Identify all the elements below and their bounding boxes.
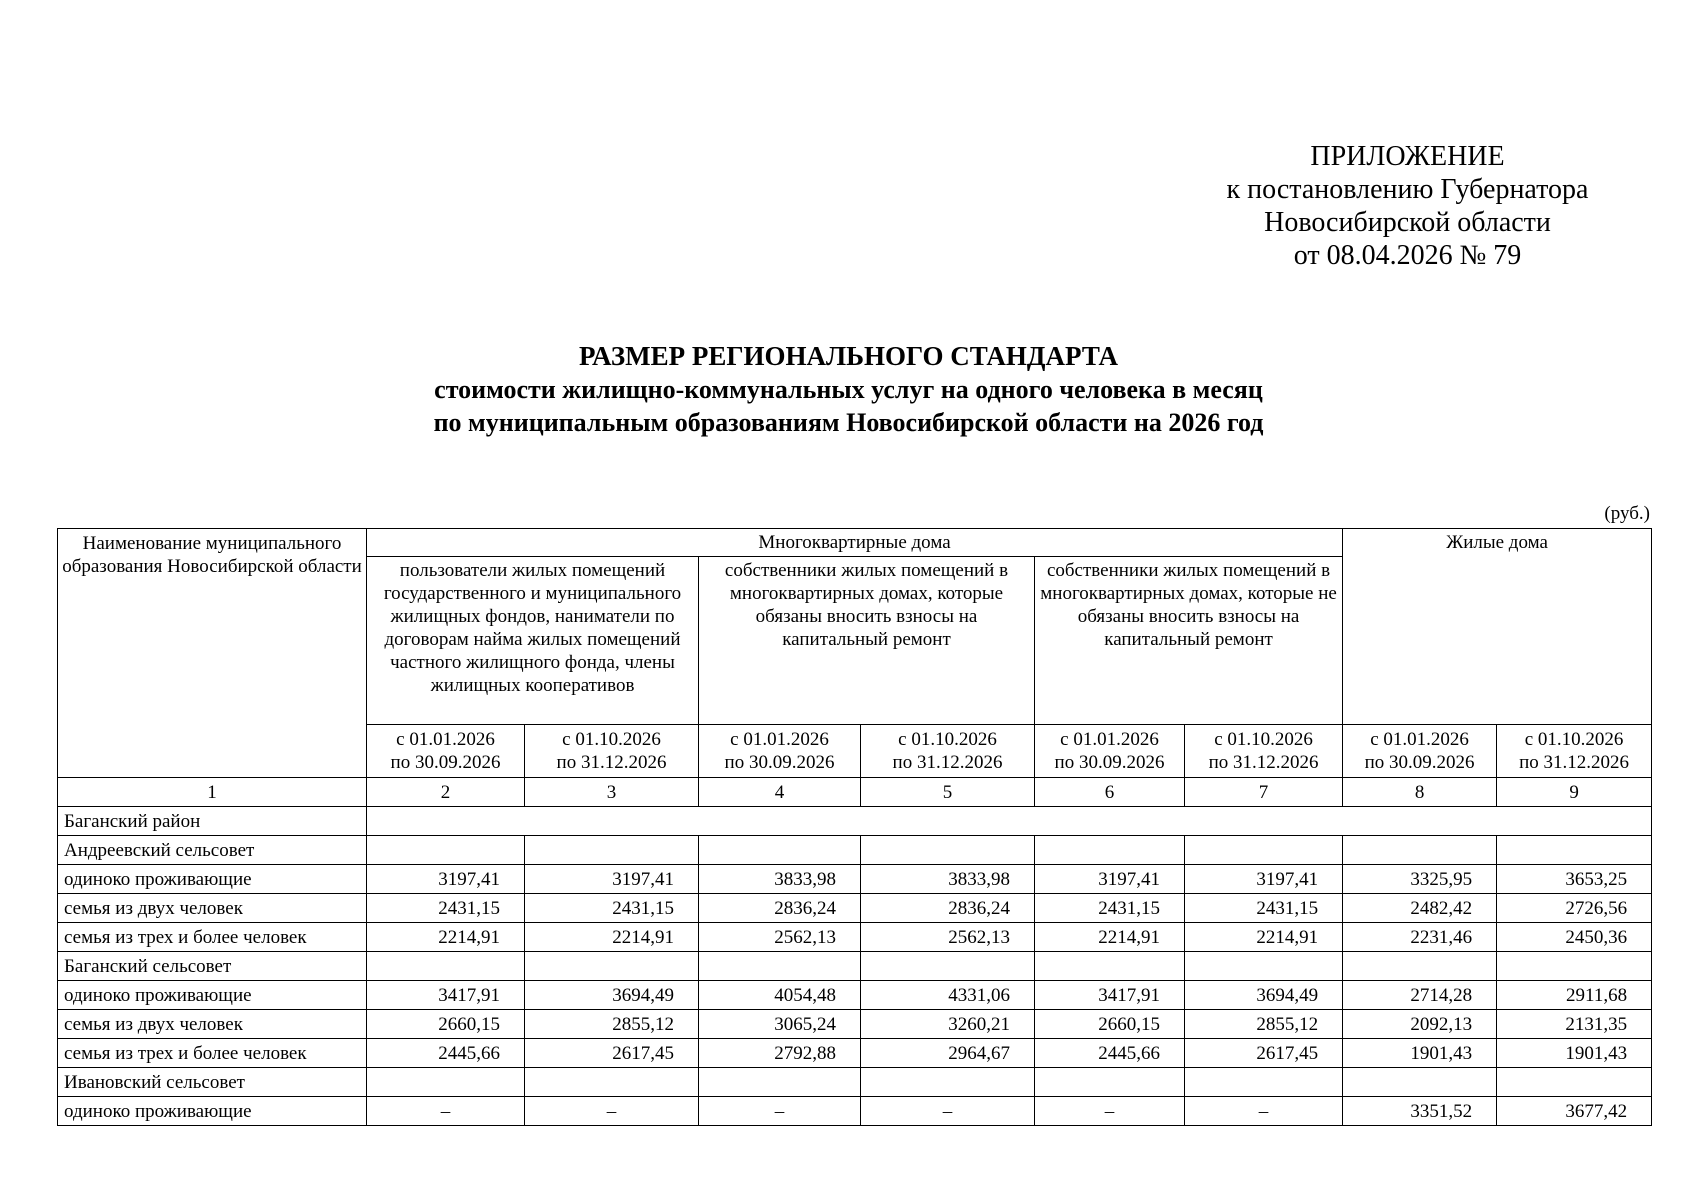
value-cell: 3197,41 <box>1035 865 1185 894</box>
value-cell: 2445,66 <box>1035 1039 1185 1068</box>
appendix-region: Новосибирской области <box>1264 207 1551 238</box>
empty-cell <box>699 836 861 865</box>
period-from: с 01.10.2026 <box>562 729 661 750</box>
empty-cell <box>1343 836 1497 865</box>
title-subtitle-2: по муниципальным образованиям Новосибирской области на 2026 год <box>433 408 1264 437</box>
value-cell: 2855,12 <box>1185 1010 1343 1039</box>
period-from: с 01.01.2026 <box>396 729 495 750</box>
appendix-header <box>1180 140 1635 272</box>
row-label: семья из трех и более человек <box>58 1039 367 1068</box>
value-cell: 2836,24 <box>861 894 1035 923</box>
value-cell: 3325,95 <box>1343 865 1497 894</box>
empty-cell <box>1343 1068 1497 1097</box>
value-cell: 2214,91 <box>1035 923 1185 952</box>
empty-cell <box>1185 952 1343 981</box>
value-cell: 2617,45 <box>525 1039 699 1068</box>
value-cell: 3694,49 <box>1185 981 1343 1010</box>
value-cell: 2660,15 <box>367 1010 525 1039</box>
table-row <box>58 1039 1652 1068</box>
section-row <box>58 836 1652 865</box>
header-period-cell <box>699 725 861 778</box>
header-period-cell <box>1497 725 1652 778</box>
value-cell: 2231,46 <box>1343 923 1497 952</box>
period-from: с 01.01.2026 <box>730 729 829 750</box>
value-cell: 2450,36 <box>1497 923 1652 952</box>
period-from: с 01.01.2026 <box>1060 729 1159 750</box>
value-cell: 3694,49 <box>525 981 699 1010</box>
value-cell: 3351,52 <box>1343 1097 1497 1126</box>
period-from: с 01.01.2026 <box>1370 729 1469 750</box>
period-to: по 30.09.2026 <box>390 752 501 773</box>
header-houses: Жилые дома <box>1343 529 1652 725</box>
value-cell: 2431,15 <box>525 894 699 923</box>
table-row <box>58 923 1652 952</box>
empty-cell <box>525 952 699 981</box>
value-cell: 2792,88 <box>699 1039 861 1068</box>
value-cell: – <box>525 1097 699 1126</box>
value-cell: 2131,35 <box>1497 1010 1652 1039</box>
empty-cell <box>861 952 1035 981</box>
value-cell: 2562,13 <box>699 923 861 952</box>
empty-cell <box>367 807 1652 836</box>
empty-cell <box>1497 836 1652 865</box>
column-number: 7 <box>1185 778 1343 807</box>
value-cell: – <box>861 1097 1035 1126</box>
district-name: Баганский район <box>58 807 367 836</box>
column-number: 2 <box>367 778 525 807</box>
title-main: РАЗМЕР РЕГИОНАЛЬНОГО СТАНДАРТА <box>579 341 1118 371</box>
value-cell: 3677,42 <box>1497 1097 1652 1126</box>
column-number: 1 <box>58 778 367 807</box>
value-cell: 2714,28 <box>1343 981 1497 1010</box>
empty-cell <box>367 952 525 981</box>
value-cell: 3260,21 <box>861 1010 1035 1039</box>
value-cell: 2431,15 <box>1185 894 1343 923</box>
header-group-tenants: пользователи жилых помещений государственного и муниципального жилищных фондов, наниматели по договорам найма жилых помещений частного жилищного фонда, члены жилищных кооперативов <box>367 557 699 725</box>
table-row <box>58 1010 1652 1039</box>
value-cell: 3197,41 <box>1185 865 1343 894</box>
empty-cell <box>1035 836 1185 865</box>
value-cell: – <box>1185 1097 1343 1126</box>
value-cell: 3197,41 <box>525 865 699 894</box>
value-cell: 3197,41 <box>367 865 525 894</box>
column-number: 8 <box>1343 778 1497 807</box>
header-period-cell <box>525 725 699 778</box>
period-from: с 01.10.2026 <box>1214 729 1313 750</box>
empty-cell <box>699 1068 861 1097</box>
value-cell: 2214,91 <box>525 923 699 952</box>
period-from: с 01.10.2026 <box>898 729 997 750</box>
column-number-row <box>58 778 1652 807</box>
value-cell: 2431,15 <box>367 894 525 923</box>
standards-table <box>57 528 1652 1126</box>
header-group-owners-exempt: собственники жилых помещений в многоквартирных домах, которые не обязаны вносить взносы на капитальный ремонт <box>1035 557 1343 725</box>
unit-label: (руб.) <box>1604 503 1650 524</box>
value-cell: 2660,15 <box>1035 1010 1185 1039</box>
value-cell: 2562,13 <box>861 923 1035 952</box>
header-period-cell <box>1343 725 1497 778</box>
value-cell: 3065,24 <box>699 1010 861 1039</box>
row-label: одиноко проживающие <box>58 1097 367 1126</box>
empty-cell <box>367 836 525 865</box>
value-cell: 3833,98 <box>861 865 1035 894</box>
period-to: по 31.12.2026 <box>1519 752 1630 773</box>
value-cell: 2214,91 <box>367 923 525 952</box>
row-label: одиноко проживающие <box>58 865 367 894</box>
period-from: с 01.10.2026 <box>1524 729 1624 750</box>
section-row <box>58 952 1652 981</box>
section-name: Андреевский сельсовет <box>58 836 367 865</box>
section-name: Ивановский сельсовет <box>58 1068 367 1097</box>
empty-cell <box>525 1068 699 1097</box>
table-row <box>58 865 1652 894</box>
section-row <box>58 1068 1652 1097</box>
value-cell: 2964,67 <box>861 1039 1035 1068</box>
value-cell: – <box>367 1097 525 1126</box>
value-cell: 2911,68 <box>1497 981 1652 1010</box>
value-cell: 2855,12 <box>525 1010 699 1039</box>
value-cell: 3653,25 <box>1497 865 1652 894</box>
period-to: по 31.12.2026 <box>556 752 667 773</box>
column-number: 4 <box>699 778 861 807</box>
value-cell: 2617,45 <box>1185 1039 1343 1068</box>
document-title <box>0 340 1697 439</box>
empty-cell <box>525 836 699 865</box>
empty-cell <box>1343 952 1497 981</box>
row-label: семья из двух человек <box>58 894 367 923</box>
column-number: 6 <box>1035 778 1185 807</box>
header-apartments: Многоквартирные дома <box>367 529 1343 557</box>
empty-cell <box>367 1068 525 1097</box>
value-cell: 3417,91 <box>367 981 525 1010</box>
value-cell: 2445,66 <box>367 1039 525 1068</box>
value-cell: 4054,48 <box>699 981 861 1010</box>
period-to: по 31.12.2026 <box>1208 752 1319 773</box>
empty-cell <box>861 836 1035 865</box>
appendix-date-number: от 08.04.2026 № 79 <box>1293 240 1522 271</box>
value-cell: 2482,42 <box>1343 894 1497 923</box>
period-to: по 30.09.2026 <box>724 752 835 773</box>
value-cell: 2092,13 <box>1343 1010 1497 1039</box>
value-cell: 3417,91 <box>1035 981 1185 1010</box>
value-cell: – <box>699 1097 861 1126</box>
empty-cell <box>699 952 861 981</box>
appendix-reference: к постановлению Губернатора <box>1226 174 1589 205</box>
value-cell: 1901,43 <box>1343 1039 1497 1068</box>
empty-cell <box>861 1068 1035 1097</box>
empty-cell <box>1035 952 1185 981</box>
row-label: одиноко проживающие <box>58 981 367 1010</box>
column-number: 3 <box>525 778 699 807</box>
row-label: семья из двух человек <box>58 1010 367 1039</box>
value-cell: 2431,15 <box>1035 894 1185 923</box>
header-period-cell <box>367 725 525 778</box>
header-period-cell <box>1035 725 1185 778</box>
section-name: Баганский сельсовет <box>58 952 367 981</box>
empty-cell <box>1185 1068 1343 1097</box>
appendix-title: ПРИЛОЖЕНИЕ <box>1310 141 1505 172</box>
value-cell: 2214,91 <box>1185 923 1343 952</box>
column-number: 9 <box>1497 778 1652 807</box>
empty-cell <box>1497 952 1652 981</box>
value-cell: 2726,56 <box>1497 894 1652 923</box>
empty-cell <box>1035 1068 1185 1097</box>
table-row <box>58 981 1652 1010</box>
header-group-owners-obligated: собственники жилых помещений в многоквартирных домах, которые обязаны вносить взносы на капитальный ремонт <box>699 557 1035 725</box>
row-label: семья из трех и более человек <box>58 923 367 952</box>
value-cell: 1901,43 <box>1497 1039 1652 1068</box>
header-name-column: Наименование муниципального образования Новосибирской области <box>58 529 367 778</box>
value-cell: 2836,24 <box>699 894 861 923</box>
district-row <box>58 807 1652 836</box>
column-number: 5 <box>861 778 1035 807</box>
header-period-cell <box>1185 725 1343 778</box>
title-subtitle-1: стоимости жилищно-коммунальных услуг на одного человека в месяц <box>434 375 1263 404</box>
table-row <box>58 894 1652 923</box>
header-period-cell <box>861 725 1035 778</box>
value-cell: 4331,06 <box>861 981 1035 1010</box>
table-row <box>58 1097 1652 1126</box>
value-cell: – <box>1035 1097 1185 1126</box>
empty-cell <box>1185 836 1343 865</box>
empty-cell <box>1497 1068 1652 1097</box>
period-to: по 30.09.2026 <box>1364 752 1475 773</box>
period-to: по 30.09.2026 <box>1054 752 1165 773</box>
value-cell: 3833,98 <box>699 865 861 894</box>
period-to: по 31.12.2026 <box>892 752 1003 773</box>
